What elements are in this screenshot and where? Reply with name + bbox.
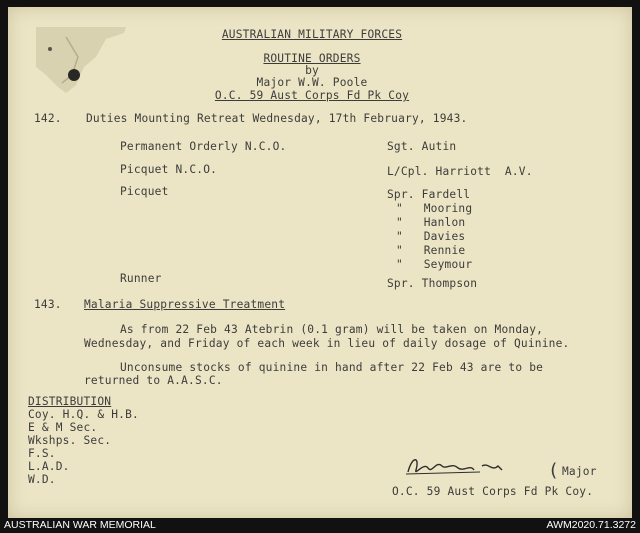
footer-source: AUSTRALIAN WAR MEMORIAL bbox=[4, 519, 156, 531]
distribution-item: Coy. H.Q. & H.B. bbox=[28, 408, 139, 421]
duty-role: Picquet bbox=[120, 185, 169, 198]
item-142-heading: Duties Mounting Retreat Wednesday, 17th February, 1943. bbox=[86, 112, 468, 125]
signature-bracket: ( bbox=[548, 460, 560, 481]
distribution-heading: DISTRIBUTION bbox=[28, 395, 112, 408]
runner-person: Spr. Thompson bbox=[387, 277, 478, 290]
item-143-number: 143. bbox=[34, 298, 62, 311]
item-143-heading: Malaria Suppressive Treatment bbox=[84, 298, 286, 311]
distribution-item: L.A.D. bbox=[28, 460, 70, 473]
header-title: AUSTRALIAN MILITARY FORCES bbox=[221, 28, 403, 41]
picquet-member: " Seymour bbox=[396, 258, 473, 271]
duty-role: Permanent Orderly N.C.O. bbox=[120, 140, 287, 153]
signature-rank: Major bbox=[562, 465, 597, 478]
distribution-item: E & M Sec. bbox=[28, 421, 98, 434]
handwritten-signature bbox=[402, 452, 532, 478]
picquet-member: " Davies bbox=[396, 230, 466, 243]
paragraph-line: Wednesday, and Friday of each week in lieu of daily dosage of Quinine. bbox=[84, 337, 570, 350]
distribution-item: Wkshps. Sec. bbox=[28, 434, 112, 447]
paragraph-line: returned to A.A.S.C. bbox=[84, 374, 223, 387]
runner-role: Runner bbox=[120, 272, 162, 285]
duty-role: Picquet N.C.O. bbox=[120, 163, 218, 176]
header-unit: O.C. 59 Aust Corps Fd Pk Coy bbox=[214, 89, 410, 102]
duty-person: Spr. Fardell bbox=[387, 188, 471, 201]
duty-person: L/Cpl. Harriott A.V. bbox=[387, 165, 533, 178]
signature-title: O.C. 59 Aust Corps Fd Pk Coy. bbox=[392, 485, 594, 498]
header-routine-orders: ROUTINE ORDERS bbox=[263, 52, 361, 65]
duty-person: Sgt. Autin bbox=[387, 140, 457, 153]
header-by: by bbox=[305, 64, 319, 77]
picquet-member: " Mooring bbox=[396, 202, 473, 215]
picquet-member: " Hanlon bbox=[396, 216, 466, 229]
paragraph-line: As from 22 Feb 43 Atebrin (0.1 gram) will be taken on Monday, bbox=[120, 323, 544, 336]
distribution-item: F.S. bbox=[28, 447, 56, 460]
item-142-number: 142. bbox=[34, 112, 62, 125]
header-officer: Major W.W. Poole bbox=[256, 76, 368, 89]
picquet-member: " Rennie bbox=[396, 244, 466, 257]
distribution-item: W.D. bbox=[28, 473, 56, 486]
footer-accession: AWM2020.71.3272 bbox=[546, 519, 636, 531]
paragraph-line: Unconsume stocks of quinine in hand after 22 Feb 43 are to be bbox=[120, 361, 544, 374]
